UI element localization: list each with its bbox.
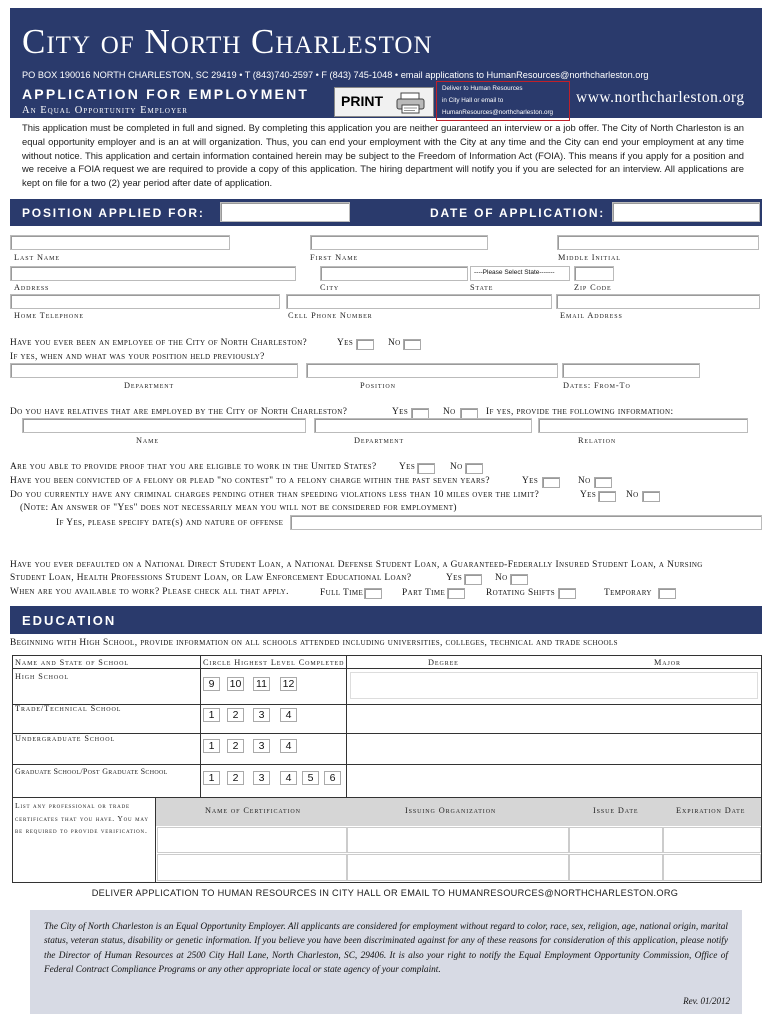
cert-note: List any professional or trade certificates that you have. You may be required to provide verification. <box>15 801 149 835</box>
home-telephone-input[interactable] <box>10 294 280 309</box>
prev-department-input[interactable] <box>10 363 298 378</box>
last-name-label: Last Name <box>14 253 60 262</box>
relatives-info-label: If yes, provide the following information: <box>486 407 674 417</box>
first-name-label: First Name <box>310 253 359 262</box>
city-input[interactable] <box>320 266 468 281</box>
undergraduate-label: Undergraduate School <box>15 734 116 743</box>
relative-department-label: Department <box>354 436 405 445</box>
cert-org-header: Issuing Organization <box>405 806 497 815</box>
address-input[interactable] <box>10 266 296 281</box>
print-button[interactable] <box>334 87 434 117</box>
city-title: City of North Charleston <box>22 22 433 61</box>
deliver-line-1: Deliver to Human Resources <box>442 85 523 92</box>
prev-employee-no-label: No <box>388 338 401 348</box>
full-time-label: Full Time <box>320 588 364 598</box>
cert-name-input[interactable] <box>157 827 347 853</box>
if-yes-question: If yes, when and what was your position held previously? <box>10 352 265 362</box>
loan-no-label: No <box>495 573 508 583</box>
high-school-label: High School <box>15 672 69 681</box>
cert-name-input[interactable] <box>157 854 347 881</box>
cert-exp-input[interactable] <box>663 827 761 853</box>
level-option[interactable]: 6 <box>324 771 341 785</box>
header-banner <box>10 8 762 118</box>
date-of-application-label: DATE OF APPLICATION: <box>430 206 606 220</box>
cert-exp-input[interactable] <box>663 854 761 881</box>
cert-org-input[interactable] <box>347 854 569 881</box>
cert-issue-input[interactable] <box>569 854 663 881</box>
date-of-application-input[interactable] <box>612 202 760 222</box>
specify-offense-label: If Yes, please specify date(s) and nature of offense <box>56 518 284 528</box>
dates-label: Dates: From-To <box>563 381 631 390</box>
felony-yes-checkbox[interactable] <box>542 477 560 488</box>
relative-name-input[interactable] <box>22 418 306 433</box>
relative-department-input[interactable] <box>314 418 532 433</box>
rotating-shifts-label: Rotating Shifts <box>486 588 556 598</box>
level-option[interactable]: 5 <box>302 771 319 785</box>
level-option[interactable]: 4 <box>280 708 297 722</box>
felony-question: Have you been convicted of a felony or plead "no contest" to a felony charge within the past seven years? <box>10 476 490 486</box>
availability-question: When are you available to work? Please check all that apply. <box>10 587 289 597</box>
temporary-checkbox[interactable] <box>658 588 676 599</box>
email-input[interactable] <box>556 294 760 309</box>
criminal-yes-label: Yes <box>580 490 597 500</box>
level-option[interactable]: 10 <box>227 677 244 691</box>
relatives-yes-label: Yes <box>392 407 409 417</box>
deliver-line-2: in City Hall or email to <box>442 97 504 104</box>
rotating-shifts-checkbox[interactable] <box>558 588 576 599</box>
relatives-question: Do you have relatives that are employed by the City of North Charleston? <box>10 407 348 417</box>
education-intro: Beginning with High School, provide information on all schools attended including universities, colleges, technical and trade schools <box>10 638 618 648</box>
eeo-statement-box <box>30 910 742 1014</box>
last-name-input[interactable] <box>10 235 230 250</box>
level-option[interactable]: 1 <box>203 708 220 722</box>
col-degree-header: Degree <box>428 658 459 667</box>
prev-dates-input[interactable] <box>562 363 700 378</box>
felony-no-label: No <box>578 476 591 486</box>
criminal-no-label: No <box>626 490 639 500</box>
level-option[interactable]: 2 <box>227 739 244 753</box>
cert-name-header: Name of Certification <box>205 806 301 815</box>
cert-issue-header: Issue Date <box>593 806 639 815</box>
city-label: City <box>320 283 340 292</box>
level-option[interactable]: 2 <box>227 708 244 722</box>
cert-org-input[interactable] <box>347 827 569 853</box>
middle-initial-input[interactable] <box>557 235 759 250</box>
level-option[interactable]: 4 <box>280 771 297 785</box>
deliver-box <box>436 81 570 121</box>
full-time-checkbox[interactable] <box>364 588 382 599</box>
criminal-yes-checkbox[interactable] <box>598 491 616 502</box>
email-label: Email Address <box>560 311 623 320</box>
prev-employee-question: Have you ever been an employee of the City of North Charleston? <box>10 338 308 348</box>
prev-employee-no-checkbox[interactable] <box>403 339 421 350</box>
level-option[interactable]: 3 <box>253 708 270 722</box>
criminal-no-checkbox[interactable] <box>642 491 660 502</box>
website-url[interactable]: www.northcharleston.org <box>576 89 745 106</box>
level-option[interactable]: 1 <box>203 771 220 785</box>
col-major-header: Major <box>654 658 681 667</box>
eligible-question: Are you able to provide proof that you are eligible to work in the United States? <box>10 462 377 472</box>
student-loan-question-2: Student Loan, Health Professions Student Loan, or Law Enforcement Educational Loan? <box>10 573 412 583</box>
part-time-label: Part Time <box>402 588 446 598</box>
high-school-degree-input[interactable] <box>350 672 758 699</box>
state-label: State <box>470 283 494 292</box>
print-label: PRINT <box>341 93 383 109</box>
level-option[interactable]: 11 <box>253 677 270 691</box>
graduate-label: Graduate School/Post Graduate School <box>15 767 168 776</box>
relation-label: Relation <box>578 436 617 445</box>
eligible-no-checkbox[interactable] <box>465 463 483 474</box>
loan-yes-checkbox[interactable] <box>464 574 482 585</box>
eligible-yes-checkbox[interactable] <box>417 463 435 474</box>
printer-icon <box>395 92 427 114</box>
name-label: Name <box>136 436 159 445</box>
offense-details-input[interactable] <box>290 515 762 530</box>
position-applied-input[interactable] <box>220 202 350 222</box>
middle-initial-label: Middle Initial <box>558 253 621 262</box>
cell-phone-input[interactable] <box>286 294 552 309</box>
position-label: Position <box>360 381 396 390</box>
note-text: (Note: An answer of "Yes" does not necessarily mean you will not be considered for employment) <box>20 503 457 513</box>
level-option[interactable]: 4 <box>280 739 297 753</box>
zip-label: Zip Code <box>574 283 612 292</box>
relative-relation-input[interactable] <box>538 418 748 433</box>
student-loan-question: Have you ever defaulted on a National Direct Student Loan, a National Defense Student Loan, a Guaranteed-Federally Insured Student Loan, a Nursing <box>10 560 703 570</box>
level-option[interactable]: 3 <box>253 739 270 753</box>
eeo-statement: The City of North Charleston is an Equal Opportunity Employer. All applicants are considered for employment without regard to color, race, sex, religion, age, national origin, marital status, veteran status, disability or genetic information. If you believe you have been discriminated against for any of these reasons for consideration of this application, please notify the Director of Human Resources at 2500 City Hall Lane, North Charleston, SC, 29406. It is also your right to notify the Equal Employment Opportunity Commission, Office of Federal Contract Compliance Programs or any other appropriate local or state agency of your complaint. <box>44 922 728 975</box>
loan-no-checkbox[interactable] <box>510 574 528 585</box>
trade-school-label: Trade/Technical School <box>15 704 122 713</box>
department-label: Department <box>124 381 175 390</box>
revision-label: Rev. 01/2012 <box>683 995 730 1006</box>
position-applied-label: POSITION APPLIED FOR: <box>22 206 205 220</box>
application-title: APPLICATION FOR EMPLOYMENT <box>22 86 310 102</box>
deliver-instructions: DELIVER APPLICATION TO HUMAN RESOURCES IN CITY HALL OR EMAIL TO HUMANRESOURCES@NORTHCHARLESTON.ORG <box>91 888 679 898</box>
col-school-header: Name and State of School <box>15 658 129 667</box>
home-telephone-label: Home Telephone <box>14 311 84 320</box>
level-option[interactable]: 9 <box>203 677 220 691</box>
col-level-header: Circle Highest Level Completed <box>203 658 345 667</box>
relatives-no-label: No <box>443 407 456 417</box>
prev-employee-yes-label: Yes <box>337 338 354 348</box>
education-title: EDUCATION <box>22 613 117 628</box>
education-bar <box>10 606 762 634</box>
address-label: Address <box>14 283 50 292</box>
level-option[interactable]: 2 <box>227 771 244 785</box>
loan-yes-label: Yes <box>446 573 463 583</box>
contact-line: PO BOX 190016 NORTH CHARLESTON, SC 29419 • T (843)740-2597 • F (843) 745-1048 • email applications to HumanResources@northcharleston.org <box>22 70 649 80</box>
felony-yes-label: Yes <box>522 476 539 486</box>
prev-position-input[interactable] <box>306 363 558 378</box>
eoe-tagline: An Equal Opportunity Employer <box>22 105 188 116</box>
temporary-label: Temporary <box>604 588 652 598</box>
zip-input[interactable] <box>574 266 614 281</box>
level-option[interactable]: 3 <box>253 771 270 785</box>
eligible-no-label: No <box>450 462 463 472</box>
deliver-line-3: HumanResources@northcharleston.org <box>442 109 554 116</box>
first-name-input[interactable] <box>310 235 488 250</box>
level-option[interactable]: 1 <box>203 739 220 753</box>
cell-phone-label: Cell Phone Number <box>288 311 373 320</box>
felony-no-checkbox[interactable] <box>594 477 612 488</box>
level-option[interactable]: 12 <box>280 677 297 691</box>
part-time-checkbox[interactable] <box>447 588 465 599</box>
prev-employee-yes-checkbox[interactable] <box>356 339 374 350</box>
intro-paragraph: This application must be completed in full and signed. By completing this application you are neither guaranteed an interview or a job offer. The City of North Charleston is an equal opportunity employer and is an at will organization. Thus, you can end your employment with the City at any time and the City can end your employment at any time without notice. This application and certain information contained herein may be subject to the Freedom of Information Act (FOIA). This means if you apply for a position and we receive a FOIA request we are required to provide a copy of this application. The hiring department will notify you if you are selected for an interview. All applications are kept on file for a two (2) year period after date of application. <box>22 122 744 189</box>
cert-issue-input[interactable] <box>569 827 663 853</box>
criminal-question: Do you currently have any criminal charges pending other than speeding violations less than 10 miles over the limit? <box>10 490 540 500</box>
cert-exp-header: Expiration Date <box>676 806 746 815</box>
eligible-yes-label: Yes <box>399 462 416 472</box>
state-select[interactable]: ----Please Select State------- <box>470 266 570 281</box>
